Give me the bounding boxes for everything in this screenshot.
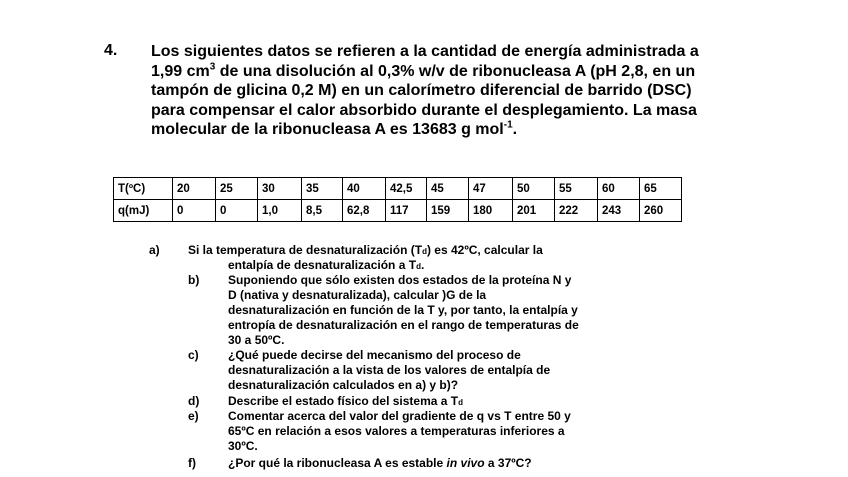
- temperature-cell: 42,5: [386, 178, 427, 200]
- subquestion-c-label: c): [188, 348, 199, 362]
- energy-cell: 1,0: [258, 200, 302, 222]
- subquestion-a-text: ) es 42ºC, calcular la: [426, 243, 543, 257]
- subquestion-a-line-1: [188, 243, 543, 259]
- question-number: 4.: [104, 42, 118, 59]
- subquestion-d-line-1: [228, 394, 463, 410]
- subquestion-a-text: entalpía de desnaturalización a T: [228, 258, 417, 272]
- intro-text-3: .: [512, 121, 518, 139]
- table-row-temperature: [114, 178, 682, 200]
- energy-cell: 243: [598, 200, 640, 222]
- temperature-cell: 45: [427, 178, 469, 200]
- subquestion-c-line-3: desnaturalización calculados en a) y b)?: [228, 378, 459, 392]
- subquestion-b-line-2: D (nativa y desnaturalizada), calcular )G de la: [228, 288, 487, 302]
- temperature-cell: 40: [343, 178, 386, 200]
- intro-text-2: de una disolución al 0,3% w/v de ribonucleasa A (pH 2,8, en un tampón de glicina 0,2 M) en un calorímetro diferencial de barrido (DSC) para compensar el calor absorbido durante el desplegamiento. La masa molecular de la ribonucleasa A es 13683 g mol: [151, 62, 697, 139]
- subquestion-f-text: a 37ºC?: [484, 456, 532, 470]
- subquestion-f-label: f): [188, 456, 196, 470]
- subscript-d: d: [458, 398, 463, 407]
- subquestion-e-line-3: 30ºC.: [228, 439, 258, 453]
- subquestion-e-line-1: Comentar acerca del valor del gradiente de q vs T entre 50 y: [228, 409, 571, 423]
- table-row-energy: [114, 200, 682, 222]
- subquestion-a-text: .: [420, 258, 425, 272]
- temperature-cell: 30: [258, 178, 302, 200]
- subquestion-f-line-1: [228, 456, 532, 471]
- subquestion-a-label: a): [149, 243, 160, 257]
- subquestion-c-line-2: desnaturalización a la vista de los valores de entalpía de: [228, 363, 551, 377]
- energy-cell: 0: [216, 200, 258, 222]
- subquestion-b-line-5: 30 a 50ºC.: [228, 333, 285, 347]
- energy-cell: 117: [386, 200, 427, 222]
- energy-cell: 62,8: [343, 200, 386, 222]
- subquestion-a-line-2: [228, 258, 424, 274]
- temperature-cell: 47: [469, 178, 513, 200]
- subscript-d: d: [422, 247, 427, 256]
- energy-cell: 0: [173, 200, 216, 222]
- subquestion-b-label: b): [188, 273, 200, 287]
- subquestion-c-line-1: ¿Qué puede decirse del mecanismo del proceso de: [228, 348, 521, 362]
- subquestion-e-label: e): [188, 409, 199, 423]
- subscript-d: d: [416, 262, 421, 271]
- subquestion-d-text: Describe el estado físico del sistema a T: [228, 394, 459, 408]
- subquestion-d-label: d): [188, 394, 200, 408]
- temperature-cell: 35: [302, 178, 343, 200]
- question-intro: [151, 42, 711, 140]
- temperature-cell: 50: [513, 178, 555, 200]
- subquestion-b-line-1: Suponiendo que sólo existen dos estados de la proteína N y: [228, 273, 572, 287]
- subquestion-f-italic: in vivo: [446, 456, 485, 470]
- row-label-energy: q(mJ): [114, 200, 173, 222]
- energy-cell: 260: [640, 200, 682, 222]
- temperature-cell: 55: [555, 178, 598, 200]
- subquestion-f-text: ¿Por qué la ribonucleasa A es estable: [228, 456, 447, 470]
- intro-superscript-inverse: -1: [503, 120, 513, 132]
- data-table: [113, 177, 682, 222]
- subquestion-b-line-3: desnaturalización en función de la T y, por tanto, la entalpía y: [228, 303, 578, 317]
- energy-cell: 159: [427, 200, 469, 222]
- subquestion-a-text: Si la temperatura de desnaturalización (T: [188, 243, 423, 257]
- subquestion-e-line-2: 65ºC en relación a esos valores a temperaturas inferiores a: [228, 424, 565, 438]
- energy-cell: 222: [555, 200, 598, 222]
- intro-text-1: Los siguientes datos se refieren a la cantidad de energía administrada a 1,99 cm: [151, 43, 699, 80]
- temperature-cell: 65: [640, 178, 682, 200]
- energy-cell: 8,5: [302, 200, 343, 222]
- intro-superscript-cubic: 3: [209, 61, 216, 73]
- temperature-cell: 20: [173, 178, 216, 200]
- subquestion-b-line-4: entropía de desnaturalización en el rango de temperaturas de: [228, 318, 579, 332]
- row-label-temperature: T(ºC): [114, 178, 173, 200]
- energy-cell: 180: [469, 200, 513, 222]
- energy-cell: 201: [513, 200, 555, 222]
- temperature-cell: 25: [216, 178, 258, 200]
- temperature-cell: 60: [598, 178, 640, 200]
